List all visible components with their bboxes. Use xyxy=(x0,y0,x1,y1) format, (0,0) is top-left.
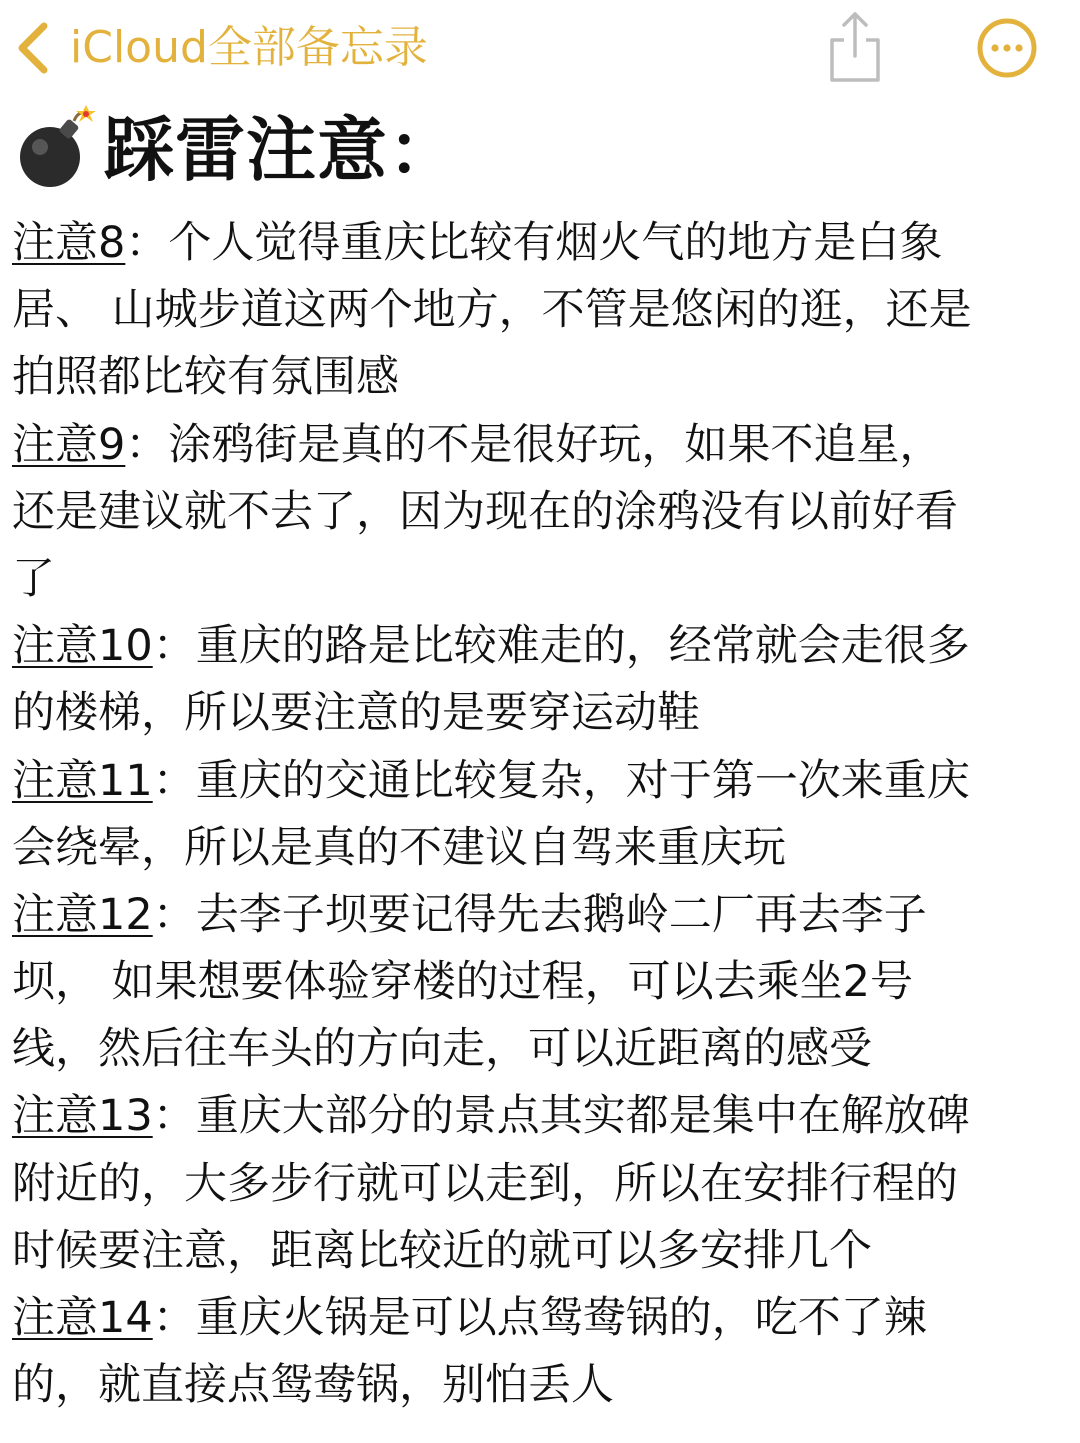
note-line: 的楼梯，所以要注意的是要穿运动鞋 xyxy=(12,688,700,739)
heading-text: 踩雷注意： xyxy=(104,109,459,191)
bomb-icon xyxy=(16,105,96,195)
note-text: ：涂鸦街是真的不是很好玩，如果不追星， xyxy=(125,419,943,470)
note-label: 注意13 xyxy=(12,1091,153,1142)
back-button[interactable] xyxy=(14,16,428,80)
note-line xyxy=(12,210,1070,277)
note-line: 线，然后往车头的方向走，可以近距离的感受 xyxy=(12,1024,872,1075)
note-text: ：重庆大部分的景点其实都是集中在解放碑 xyxy=(152,1091,970,1142)
note-line xyxy=(12,1083,1070,1150)
note-heading xyxy=(16,104,459,196)
note-label: 注意14 xyxy=(12,1293,153,1343)
note-item xyxy=(12,210,1070,412)
note-label: 注意11 xyxy=(12,755,153,806)
note-line xyxy=(12,748,1070,815)
note-line: 坝， 如果想要体验穿楼的过程，可以去乘坐2号 xyxy=(12,957,914,1008)
note-line: 的，就直接点鸳鸯锅，别怕丢人 xyxy=(12,1360,614,1411)
note-line: 居、 山城步道这两个地方，不管是悠闲的逛，还是 xyxy=(12,285,972,336)
note-text: ：重庆的路是比较难走的，经常就会走很多 xyxy=(152,621,970,672)
note-line: 会绕晕，所以是真的不建议自驾来重庆玩 xyxy=(12,822,786,873)
note-text: ：重庆火锅是可以点鸳鸯锅的，吃不了辣 xyxy=(152,1293,927,1343)
note-text: ：重庆的交通比较复杂，对于第一次来重庆 xyxy=(152,755,970,806)
note-text: ：个人觉得重庆比较有烟火气的地方是白象 xyxy=(125,218,943,268)
note-line xyxy=(12,1285,1070,1352)
note-line: 附近的，大多步行就可以走到，所以在安排行程的 xyxy=(12,1158,958,1209)
note-line: 还是建议就不去了，因为现在的涂鸦没有以前好看 xyxy=(12,486,958,537)
note-body[interactable] xyxy=(12,210,1070,1419)
note-label: 注意10 xyxy=(12,621,153,672)
note-item xyxy=(12,882,1070,1084)
note-line xyxy=(12,412,1070,479)
note-label: 注意9 xyxy=(12,419,126,470)
note-item xyxy=(12,748,1070,882)
note-item xyxy=(12,1285,1070,1419)
more-icon xyxy=(976,17,1038,79)
note-label: 注意12 xyxy=(12,889,153,940)
note-line xyxy=(12,882,1070,949)
back-label: iCloud全部备忘录 xyxy=(70,22,428,73)
note-item xyxy=(12,412,1070,614)
note-line: 了 xyxy=(12,553,55,604)
note-label: 注意8 xyxy=(12,218,126,268)
more-button[interactable] xyxy=(976,17,1038,79)
note-item xyxy=(12,1083,1070,1285)
navigation-bar xyxy=(0,0,1080,96)
note-item xyxy=(12,613,1070,747)
note-text: ：去李子坝要记得先去鹅岭二厂再去李子 xyxy=(152,889,927,940)
note-line: 拍照都比较有氛围感 xyxy=(12,352,399,403)
note-line: 时候要注意，距离比较近的就可以多安排几个 xyxy=(12,1225,872,1276)
share-icon xyxy=(826,10,884,84)
chevron-left-icon xyxy=(14,16,58,80)
share-button[interactable] xyxy=(826,10,884,84)
note-line xyxy=(12,613,1070,680)
